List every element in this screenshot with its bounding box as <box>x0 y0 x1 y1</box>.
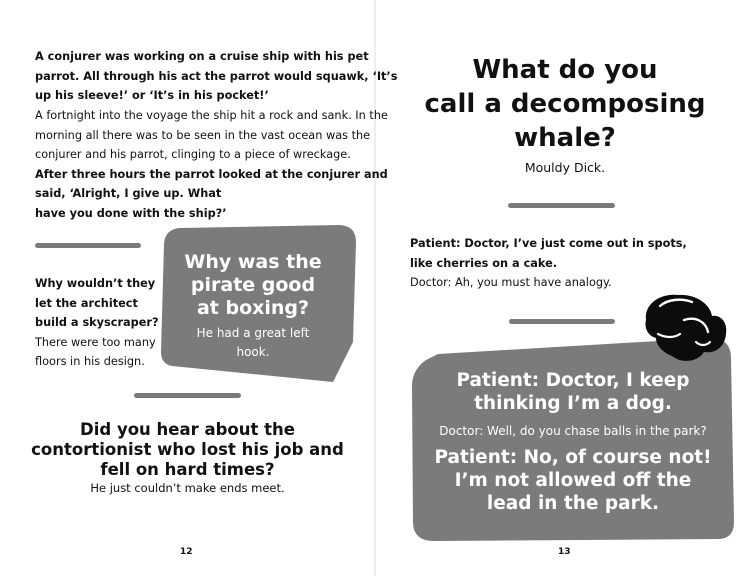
joke-dog-patient-reply-line: I’m not allowed off the <box>454 470 692 491</box>
page-number-left: 12 <box>180 547 193 557</box>
joke-pirate-answer-line: hook. <box>236 345 270 359</box>
joke-dog-patient-reply-line: Patient: No, of course not! <box>434 447 712 468</box>
divider-rule <box>508 203 615 208</box>
joke-architect-question-line: build a skyscraper? <box>35 316 159 329</box>
joke-conjurer-story-line: morning all there was to be seen in the vast ocean was the <box>35 128 371 142</box>
joke-conjurer-setup-line: parrot. All through his act the parrot would squawk, ‘It’s <box>35 69 398 83</box>
joke-contortionist-question-line: contortionist who lost his job and <box>31 440 344 459</box>
joke-pirate-question-line: pirate good <box>190 274 316 296</box>
joke-pirate-answer-line: He had a great left <box>196 326 310 340</box>
joke-conjurer-setup-line: up his sleeve!’ or ‘It’s in his pocket!’ <box>35 89 269 102</box>
joke-dog-patient-line: Patient: Doctor, I keep <box>456 370 690 391</box>
joke-architect-question-line: let the architect <box>35 296 138 310</box>
joke-whale-question-line: call a decomposing <box>424 89 706 119</box>
joke-dog-doctor-line: Doctor: Well, do you chase balls in the park? <box>439 424 707 438</box>
joke-pirate-question-line: at boxing? <box>196 297 310 319</box>
joke-spots-answer: Doctor: Ah, you must have analogy. <box>410 276 612 289</box>
joke-dog-patient-line: thinking I’m a dog. <box>474 393 672 414</box>
joke-conjurer-punch-line: have you done with the ship?’ <box>35 206 227 220</box>
page-number-right: 13 <box>558 547 571 557</box>
joke-architect-question-line: Why wouldn’t they <box>35 277 156 290</box>
boxing-glove-icon <box>638 290 730 366</box>
joke-contortionist-question-line: fell on hard times? <box>100 460 275 479</box>
joke-architect-answer-line: floors in his design. <box>35 355 145 368</box>
joke-conjurer-story-line: conjurer and his parrot, clinging to a piece of wreckage. <box>35 148 351 161</box>
joke-conjurer-story-line: A fortnight into the voyage the ship hit a rock and sank. In the <box>35 109 388 122</box>
joke-conjurer-punch-line: After three hours the parrot looked at the conjurer and <box>35 167 388 181</box>
divider-rule <box>134 393 241 398</box>
book-gutter <box>374 0 376 576</box>
divider-rule <box>509 319 615 324</box>
joke-contortionist-answer: He just couldn’t make ends meet. <box>90 481 285 495</box>
joke-conjurer-setup-line: A conjurer was working on a cruise ship with his pet <box>35 50 369 63</box>
joke-conjurer-punch-line: said, ‘Alright, I give up. What <box>35 187 222 200</box>
joke-spots-question-line: Patient: Doctor, I’ve just come out in spots, <box>410 237 687 250</box>
joke-architect-answer-line: There were too many <box>35 335 156 349</box>
joke-dog-patient-reply-line: lead in the park. <box>486 493 660 514</box>
joke-whale-answer: Mouldy Dick. <box>524 160 606 175</box>
joke-spots-question-line: like cherries on a cake. <box>410 256 558 270</box>
joke-whale-question-line: whale? <box>514 123 616 153</box>
joke-contortionist-question-line: Did you hear about the <box>80 420 295 439</box>
joke-pirate-question-line: Why was the <box>184 251 322 273</box>
joke-whale-question-line: What do you <box>472 55 658 85</box>
divider-rule <box>35 243 141 248</box>
